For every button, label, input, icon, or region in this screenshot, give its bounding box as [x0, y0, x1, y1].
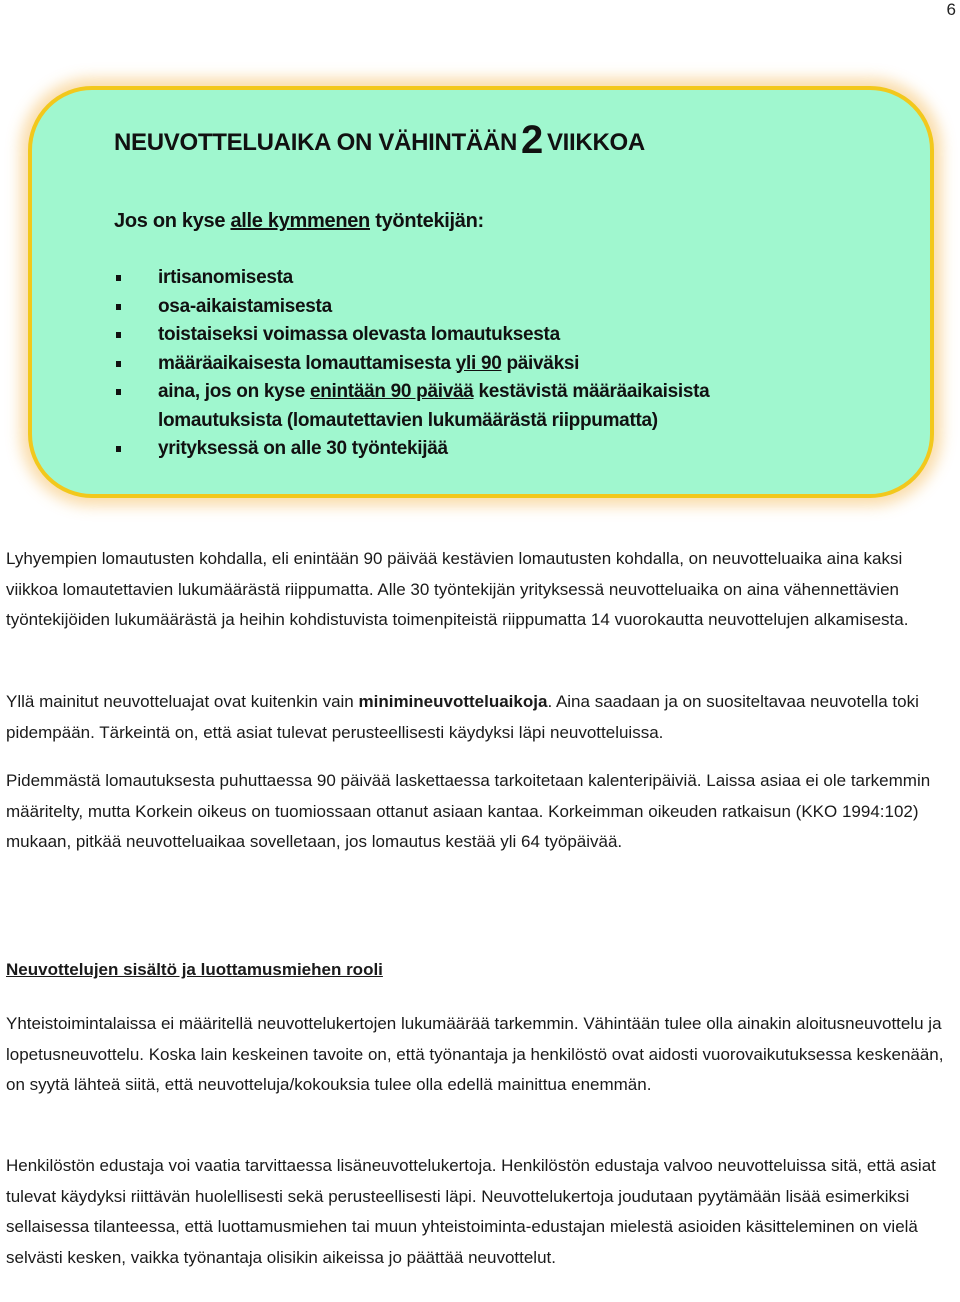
paragraph-minimum-times — [6, 687, 954, 748]
list-item-text: osa-aikaistamisesta — [158, 295, 332, 317]
list-item-text: yrityksessä on alle 30 työntekijää — [158, 438, 448, 459]
list-item-text: aina, jos on kyse — [158, 381, 305, 402]
bullet-icon — [116, 275, 121, 281]
bullet-icon — [116, 332, 121, 338]
list-item — [114, 264, 814, 293]
callout-title-text: NEUVOTTELUAIKA ON VÄHINTÄÄN — [114, 129, 518, 156]
list-item — [114, 435, 814, 464]
paragraph-bold-term: minimineuvotteluaikoja — [358, 692, 548, 711]
list-item — [114, 378, 814, 435]
callout-bullet-list — [114, 264, 814, 464]
section-heading: Neuvottelujen sisältö ja luottamusmiehen rooli — [6, 960, 383, 979]
callout-subtitle — [114, 210, 484, 233]
callout-subtitle-start: Jos on kyse — [114, 210, 226, 232]
list-item-text: toistaiseksi voimassa olevasta lomautuksesta — [158, 324, 560, 345]
paragraph-representative-role: Henkilöstön edustaja voi vaatia tarvittaessa lisäneuvottelukertoja. Henkilöstön edustaja valvoo neuvotteluissa sitä, että asiat tulevat käydyksi riittävän huolellisesti sekä perusteellisesti läpi. Neuvottelukertoja joudutaan pyytämään lisää esimerkiksi sellaisessa tilanteessa, että luottamusmiehen tai muun yhteistoiminta-edustajan mielestä asioiden käsitteleminen on vielä selvästi kesken, vaikka työnantaja olisikin aikeissa jo päättää neuvottelut. — [6, 1156, 936, 1267]
bullet-icon — [116, 361, 121, 367]
list-item-text: määräaikaisesta lomauttamisesta — [158, 352, 451, 374]
callout-title-suffix: VIIKKOA — [546, 129, 645, 156]
callout-title — [114, 118, 645, 163]
list-item-text: irtisanomisesta — [158, 267, 293, 288]
paragraph-text: Yllä mainitut neuvotteluajat ovat kuitenkin vain — [6, 692, 354, 711]
list-item-underlined: yli 90 — [455, 352, 502, 374]
paragraph-long-layoffs: Pidemmästä lomautuksesta puhuttaessa 90 päivää laskettaessa tarkoitetaan kalenteripäiviä. Laissa asiaa ei ole tarkemmin määritelty, mutta Korkein oikeus on tuomiossaan ottanut asiaan kantaa. Korkeimman oikeuden ratkaisun (KKO 1994:102) mukaan, pitkää neuvotteluaikaa sovelletaan, jos lomautus kestää yli 64 työpäivää. — [6, 771, 931, 851]
paragraph-negotiation-count: Yhteistoimintalaissa ei määritellä neuvottelukertojen lukumäärää tarkemmin. Vähintään tulee olla ainakin aloitusneuvottelu ja lopetusneuvottelu. Koska lain keskeinen tavoite on, että työnantaja ja henkilöstö ovat aidosti vuorovaikutuksessa keskenään, on syytä lähteä siitä, että neuvotteluja/kokouksia tulee olla edellä mainittua enemmän. — [6, 1014, 944, 1094]
paragraph-short-layoffs: Lyhyempien lomautusten kohdalla, eli enintään 90 päivää kestävien lomautusten kohdalla, on neuvotteluaika aina kaksi viikkoa lomautettavien lukumäärästä riippumatta. Alle 30 työntekijän yrityksessä neuvotteluaika on aina vähennettävien työntekijöiden lukumäärästä ja heihin kohdistuvista toimenpiteistä riippumatta 14 vuorokautta neuvottelujen alkamisesta. — [6, 549, 909, 629]
list-item-text-end: päiväksi — [506, 352, 580, 374]
page-number: 6 — [946, 0, 956, 19]
list-item-underlined: enintään 90 päivää — [309, 381, 474, 402]
bullet-icon — [116, 304, 121, 310]
callout-subtitle-end: työntekijän: — [375, 210, 484, 232]
bullet-icon — [116, 389, 121, 395]
paragraph-text-end: . Aina saadaan ja on suositeltavaa neuvotella toki pidempään. Tärkeintä on, että asiat tulevat perusteellisesti käydyksi läpi neuvotteluissa. — [6, 692, 919, 742]
callout-title-number: 2 — [521, 118, 543, 162]
highlight-callout-box — [28, 86, 934, 498]
callout-subtitle-underlined: alle kymmenen — [230, 210, 370, 232]
bullet-icon — [116, 446, 121, 452]
list-item-text-end: kestävistä määräaikaisista lomautuksista (lomautettavien lukumäärästä riippumatta) — [158, 381, 710, 431]
list-item — [114, 321, 814, 350]
list-item — [114, 293, 814, 322]
list-item — [114, 350, 814, 379]
